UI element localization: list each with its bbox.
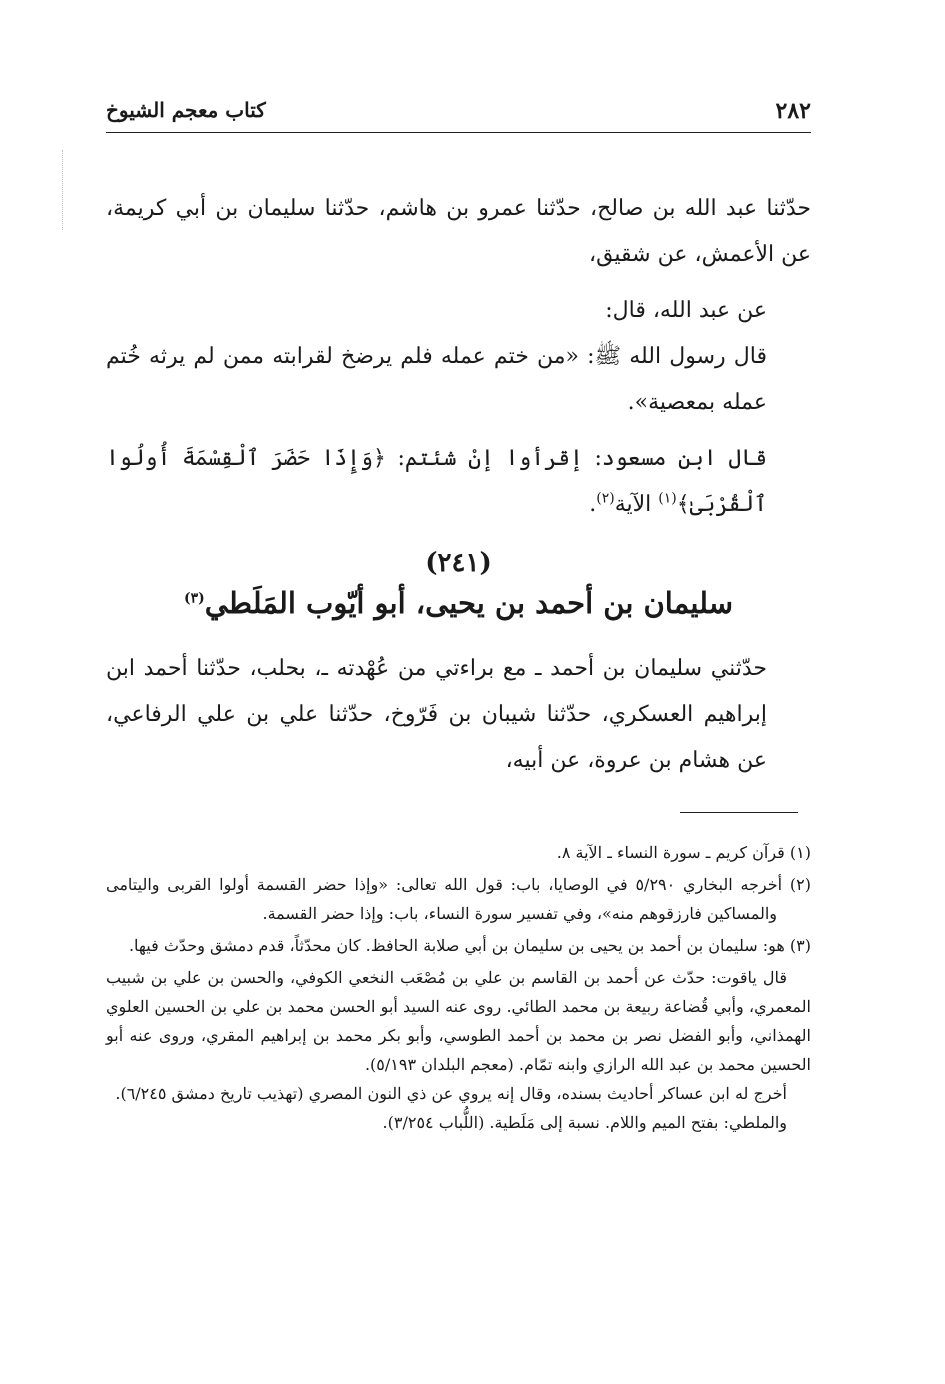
hadith-text: قال رسول الله ﷺ: «من ختم عمله فلم يرضخ لقرابته ممن لم يرثه خُتم عمله بمعصية».: [106, 344, 767, 415]
isnad-paragraph: حدّثنا عبد الله بن صالح، حدّثنا عمرو بن هاشم، حدّثنا سليمان بن أبي كريمة، عن الأعمش، عن شقيق،: [106, 196, 811, 267]
ibn-masud-quote: [106, 436, 811, 528]
footnote-ref-2: (٢): [596, 490, 615, 507]
entry-title: [106, 586, 811, 620]
footnote-3-yaqut: قال ياقوت: حدّث عن أحمد بن القاسم بن علي بن مُصْعَب النخعي الكوفي، والحسن بن علي بن شبيب المعمري، وأبي قُضاعة ربيعة بن محمد الطائي. روى عنه السيد أبو الحسن محمد بن علي بن الحسين العلوي الهمذاني، وأبو الفضل نصر بن محمد بن أحمد الطوسي، وأبو بكر محمد بن إبراهيم المقري، وروى عنه أبو الحسين محمد بن عبد الله الرازي وابنه تمّام. (معجم البلدان ٥/١٩٣).: [106, 968, 812, 1074]
entry-section: [106, 646, 811, 784]
footnote-3: (٣) هو: سليمان بن أحمد بن يحيى بن سليمان بن أبي صلابة الحافظ. كان محدّثاً، قدم دمشق وحدّث فيها.: [128, 936, 811, 955]
ibn-masud-text: قال ابن مسعود: إقرأوا إنْ شئتم: ﴿وَإِذَا حَضَرَ ٱلْقِسْمَةَ أُولُوا ٱلْقُرْبَىٰ﴾: [106, 446, 767, 517]
entry-number: (٢٤١): [425, 548, 492, 578]
entry-text: حدّثني سليمان بن أحمد ـ مع براءتي من عُهْدته ـ، بحلب، حدّثنا أحمد ابن إبراهيم العسكري، حدّثنا شيبان بن فَرّوخ، حدّثنا علي بن علي الرفاعي، عن هشام بن عروة، عن أبيه،: [106, 656, 767, 773]
ayah-word: الآية: [614, 492, 652, 517]
footnote-separator: [680, 812, 798, 813]
book-title: كتاب معجم الشيوخ: [106, 98, 266, 122]
footnote-3-ibn-asakir: أخرج له ابن عساكر أحاديث بسنده، وقال إنه يروي عن ذي النون المصري (تهذيب تاريخ دمشق ٦/٢٤٥).: [115, 1084, 787, 1103]
footnote-3-malati: والملطي: بفتح الميم واللام. نسبة إلى مَلَطية. (اللُّباب ٣/٢٥٤).: [382, 1113, 787, 1132]
margin-mark: [62, 150, 65, 230]
page-header: [106, 96, 811, 133]
narrator-line: عن عبد الله، قال:: [605, 298, 767, 323]
intro-section: [106, 186, 811, 528]
footnote-ref-1: (١): [658, 490, 677, 507]
footnote-ref-3: (٣): [183, 590, 205, 607]
footnote-1: (١) قرآن كريم ـ سورة النساء ـ الآية ٨.: [556, 843, 811, 862]
ayah-end: .: [589, 492, 597, 517]
footnote-2: (٢) أخرجه البخاري ٥/٢٩٠ في الوصايا، باب: قول الله تعالى: «وإذا حضر القسمة أولوا القربى واليتامى والمساكين فارزقوهم منه»، وفي تفسير سورة النساء، باب: وإذا حضر القسمة.: [106, 875, 811, 923]
page-number: ٢٨٢: [775, 98, 811, 124]
footnotes: [106, 838, 811, 1137]
entry-title-text: سليمان بن أحمد بن يحيى، أبو أيّوب المَلَطي: [204, 586, 734, 620]
